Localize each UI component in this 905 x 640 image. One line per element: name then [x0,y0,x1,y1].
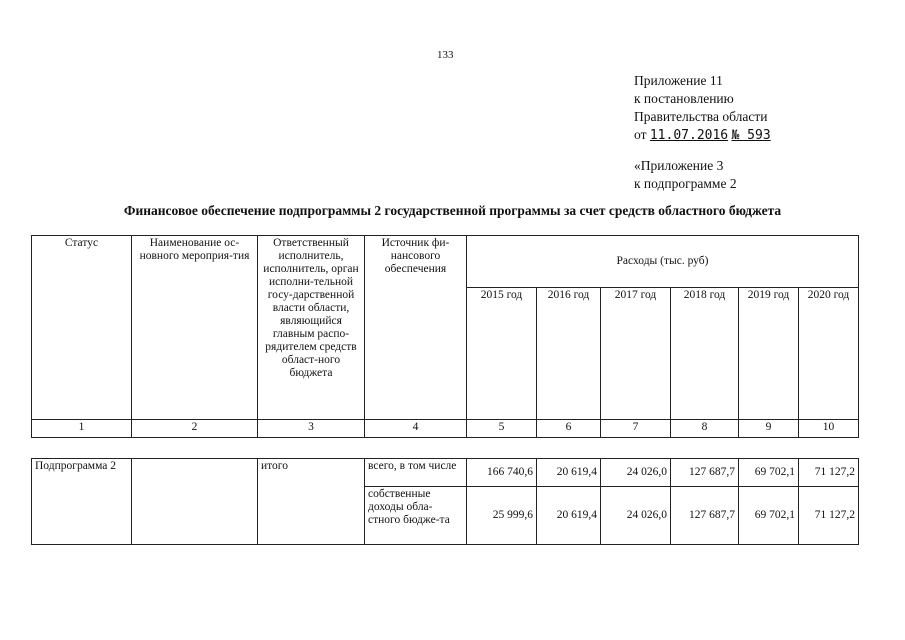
header-executor: Ответственный исполнитель, исполнитель, орган исполни-тельной госу-дарственной власти области, являющийся главным распо-рядителем средств област-ного бюджета [258,236,365,420]
column-number-7: 7 [601,420,671,438]
sub-appendix-block [634,157,737,193]
row-value-2019: 69 702,1 [739,487,799,545]
document-date: 11.07.2016 [649,128,729,143]
row-executor: итого [258,459,365,545]
header-table [31,235,859,438]
column-number-6: 6 [537,420,601,438]
header-year-2017: 2017 год [601,288,671,420]
date-prefix: от [634,127,647,142]
header-year-2020: 2020 год [799,288,859,420]
column-number-2: 2 [132,420,258,438]
column-number-5: 5 [467,420,537,438]
row-value-2018: 127 687,7 [671,487,739,545]
row-value-2016: 20 619,4 [537,459,601,487]
row-value-2019: 69 702,1 [739,459,799,487]
header-source: Источник фи-нансового обеспечения [365,236,467,420]
table-row [32,459,859,487]
column-number-1: 1 [32,420,132,438]
row-value-2020: 71 127,2 [799,487,859,545]
row-value-2015: 166 740,6 [467,459,537,487]
row-value-2020: 71 127,2 [799,459,859,487]
column-number-10: 10 [799,420,859,438]
appendix-line2: к постановлению [634,91,734,106]
document-number: № 593 [731,128,771,143]
appendix-line1: Приложение 11 [634,73,723,88]
column-number-9: 9 [739,420,799,438]
appendix-line3: Правительства области [634,109,768,124]
header-year-2018: 2018 год [671,288,739,420]
page-number: 133 [437,49,454,61]
header-expenses [467,236,859,288]
header-event-name: Наименование ос-новного мероприя-тия [132,236,258,420]
header-year-2015: 2015 год [467,288,537,420]
appendix-date-line [634,126,771,145]
column-number-4: 4 [365,420,467,438]
sub-appendix-line2: к подпрограмме 2 [634,176,737,191]
header-year-2016: 2016 год [537,288,601,420]
document-title: Финансовое обеспечение подпрограммы 2 государственной программы за счет средств областного бюджета [123,203,782,218]
row-value-2016: 20 619,4 [537,487,601,545]
column-number-8: 8 [671,420,739,438]
data-table [31,458,859,545]
header-expenses-label: Расходы (тыс. руб) [616,255,709,267]
row-event-name [132,459,258,545]
row-value-2015: 25 999,6 [467,487,537,545]
row-value-2018: 127 687,7 [671,459,739,487]
row-source: всего, в том числе [365,459,467,487]
row-value-2017: 24 026,0 [601,459,671,487]
column-number-3: 3 [258,420,365,438]
row-status: Подпрограмма 2 [32,459,132,545]
appendix-block [634,72,771,145]
header-year-2019: 2019 год [739,288,799,420]
sub-appendix-line1: «Приложение 3 [634,158,724,173]
header-status: Статус [32,236,132,420]
row-value-2017: 24 026,0 [601,487,671,545]
row-source: собственные доходы обла-стного бюдже-та [365,487,467,545]
